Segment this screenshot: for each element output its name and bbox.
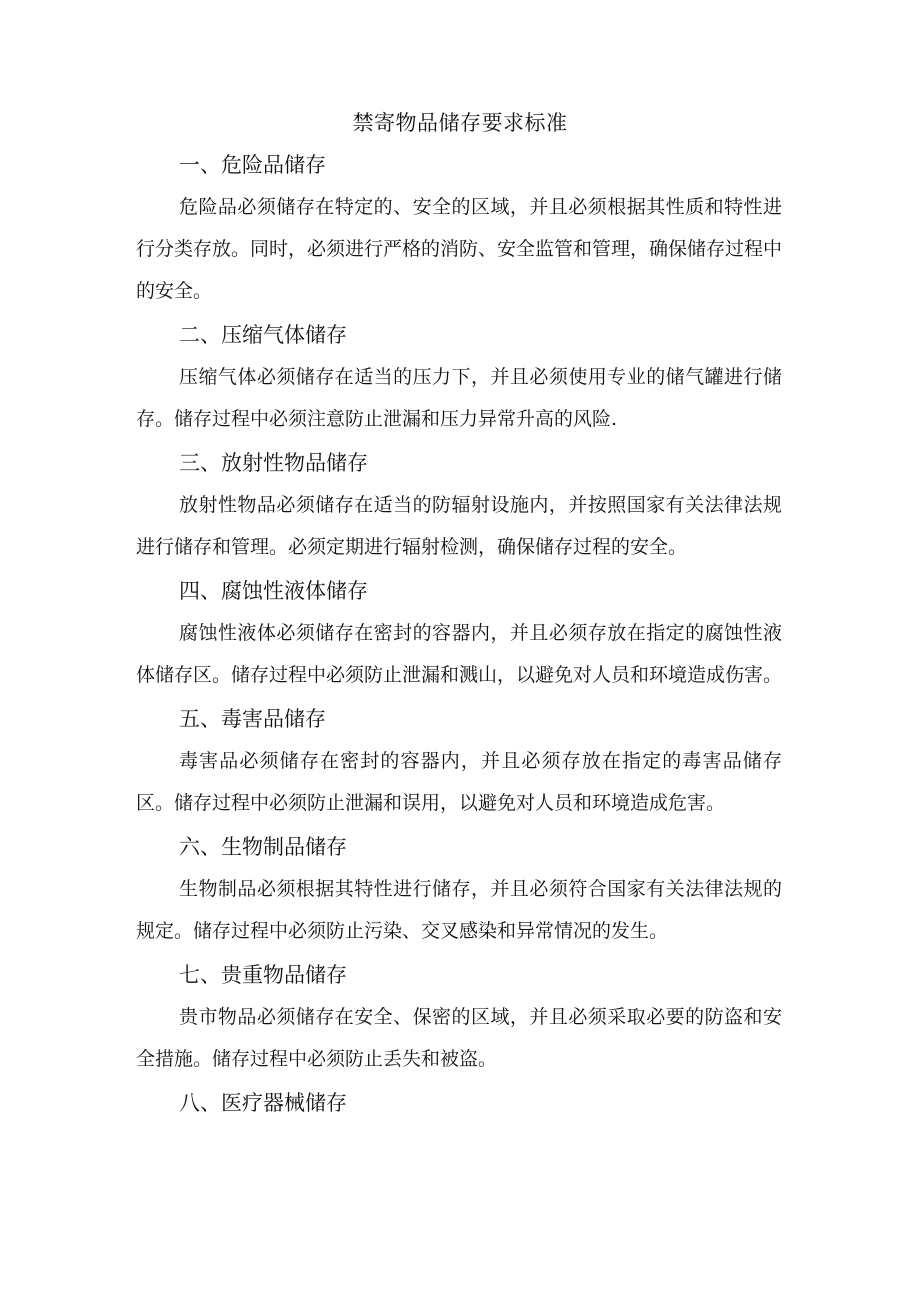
section-body: 放射性物品必须储存在适当的防辐射设施内，并按照国家有关法律法规进行储存和管理。必须定期进行辐射检测，确保储存过程的安全。 [136,494,782,558]
section-6 [136,830,782,952]
section-8 [136,1086,782,1120]
section-heading: 七、贵重物品储存 [179,963,347,987]
section-body: 腐蚀性液体必须储存在密封的容器内，并且必须存放在指定的腐蚀性液体储存区。储存过程中必须防止泄漏和溅山，以避免对人员和环境造成伤害。 [136,622,783,686]
section-heading: 五、毒害品储存 [179,707,326,731]
document-title: 禁寄物品储存要求标准 [352,111,568,135]
section-body: 生物制品必须根据其特性进行储存，并且必须符合国家有关法律法规的规定。储存过程中必须防止污染、交叉感染和异常情况的发生。 [136,878,782,942]
section-body: 危险品必须储存在特定的、安全的区域，并且必须根据其性质和特性进行分类存放。同时，必须进行严格的消防、安全监管和管理，确保储存过程中的安全。 [136,196,783,302]
section-5 [136,702,782,824]
section-heading: 四、腐蚀性液体储存 [179,579,368,603]
section-body: 压缩气体必须储存在适当的压力下，并且必须使用专业的储气罐进行储存。储存过程中必须注意防止泄漏和压力异常升高的风险. [136,366,782,430]
section-heading: 二、压缩气体储存 [179,323,347,347]
section-3 [136,446,782,568]
section-body: 毒害品必须储存在密封的容器内，并且必须存放在指定的毒害品储存区。储存过程中必须防止泄漏和误用，以避免对人员和环境造成危害。 [136,750,782,814]
section-1 [136,148,782,312]
section-heading: 三、放射性物品储存 [179,451,368,475]
document-content [136,148,782,1124]
section-2 [136,318,782,440]
section-heading: 六、生物制品储存 [179,835,347,859]
section-heading: 八、医疗器械储存 [179,1091,347,1115]
section-4 [136,574,782,696]
section-7 [136,958,782,1080]
section-heading: 一、危险品储存 [179,153,326,177]
section-body: 贵市物品必须储存在安全、保密的区域，并且必须采取必要的防盗和安全措施。储存过程中必须防止丢失和被盗。 [136,1006,782,1070]
